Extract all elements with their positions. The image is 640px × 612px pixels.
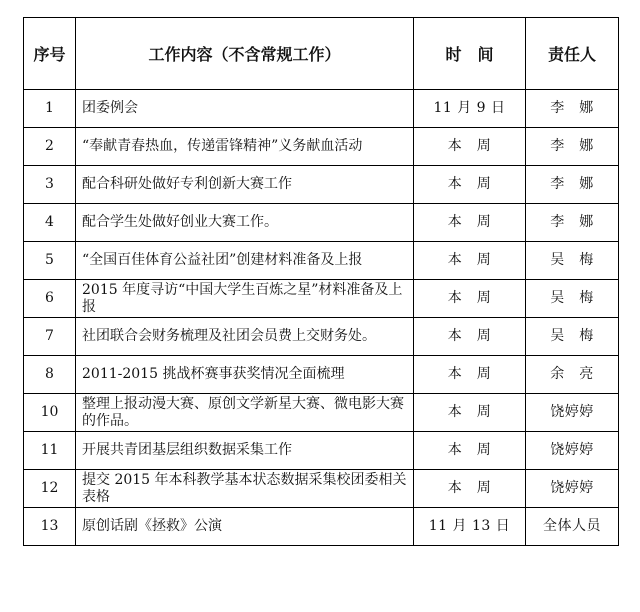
row-no: 13	[24, 508, 76, 546]
row-task: “全国百佳体育公益社团”创建材料准备及上报	[76, 242, 414, 280]
row-time: 11 月 9 日	[414, 90, 526, 128]
row-task: 原创话剧《拯救》公演	[76, 508, 414, 546]
header-row	[24, 18, 619, 90]
row-task: 配合科研处做好专利创新大赛工作	[76, 166, 414, 204]
row-owner: 饶婷婷	[526, 470, 619, 508]
row-owner: 饶婷婷	[526, 394, 619, 432]
row-time: 本 周	[414, 128, 526, 166]
row-owner: 李 娜	[526, 166, 619, 204]
row-task: 配合学生处做好创业大赛工作。	[76, 204, 414, 242]
row-owner: 全体人员	[526, 508, 619, 546]
row-time: 本 周	[414, 356, 526, 394]
row-no: 3	[24, 166, 76, 204]
table-row	[24, 508, 619, 546]
row-no: 8	[24, 356, 76, 394]
table-row	[24, 204, 619, 242]
row-owner: 李 娜	[526, 128, 619, 166]
row-no: 1	[24, 90, 76, 128]
table-row	[24, 318, 619, 356]
row-owner: 吴 梅	[526, 318, 619, 356]
table-row	[24, 470, 619, 508]
row-time: 本 周	[414, 166, 526, 204]
row-no: 7	[24, 318, 76, 356]
row-task: 提交 2015 年本科教学基本状态数据采集校团委相关表格	[76, 470, 414, 508]
row-task: 开展共青团基层组织数据采集工作	[76, 432, 414, 470]
row-time: 本 周	[414, 280, 526, 318]
row-owner: 吴 梅	[526, 280, 619, 318]
row-no: 10	[24, 394, 76, 432]
header-no: 序号	[24, 18, 76, 90]
row-owner: 吴 梅	[526, 242, 619, 280]
table-row	[24, 356, 619, 394]
row-owner: 李 娜	[526, 90, 619, 128]
row-owner: 余 亮	[526, 356, 619, 394]
row-time: 本 周	[414, 470, 526, 508]
row-time: 本 周	[414, 318, 526, 356]
row-owner: 李 娜	[526, 204, 619, 242]
table-row	[24, 90, 619, 128]
row-time: 本 周	[414, 204, 526, 242]
header-owner: 责任人	[526, 18, 619, 90]
table-row	[24, 432, 619, 470]
row-no: 12	[24, 470, 76, 508]
row-no: 2	[24, 128, 76, 166]
row-task: 社团联合会财务梳理及社团会员费上交财务处。	[76, 318, 414, 356]
row-task: 团委例会	[76, 90, 414, 128]
row-task: “奉献青春热血，传递雷锋精神”义务献血活动	[76, 128, 414, 166]
table-row	[24, 394, 619, 432]
work-schedule-table	[23, 17, 619, 546]
row-no: 5	[24, 242, 76, 280]
row-time: 本 周	[414, 394, 526, 432]
row-owner: 饶婷婷	[526, 432, 619, 470]
table-row	[24, 166, 619, 204]
row-no: 11	[24, 432, 76, 470]
row-time: 本 周	[414, 242, 526, 280]
row-no: 4	[24, 204, 76, 242]
row-task: 2015 年度寻访“中国大学生百炼之星”材料准备及上报	[76, 280, 414, 318]
header-task: 工作内容（不含常规工作）	[76, 18, 414, 90]
row-no: 6	[24, 280, 76, 318]
table-row	[24, 242, 619, 280]
header-time: 时 间	[414, 18, 526, 90]
table-row	[24, 280, 619, 318]
table-row	[24, 128, 619, 166]
row-time: 本 周	[414, 432, 526, 470]
row-time: 11 月 13 日	[414, 508, 526, 546]
row-task: 整理上报动漫大赛、原创文学新星大赛、微电影大赛的作品。	[76, 394, 414, 432]
row-task: 2011-2015 挑战杯赛事获奖情况全面梳理	[76, 356, 414, 394]
